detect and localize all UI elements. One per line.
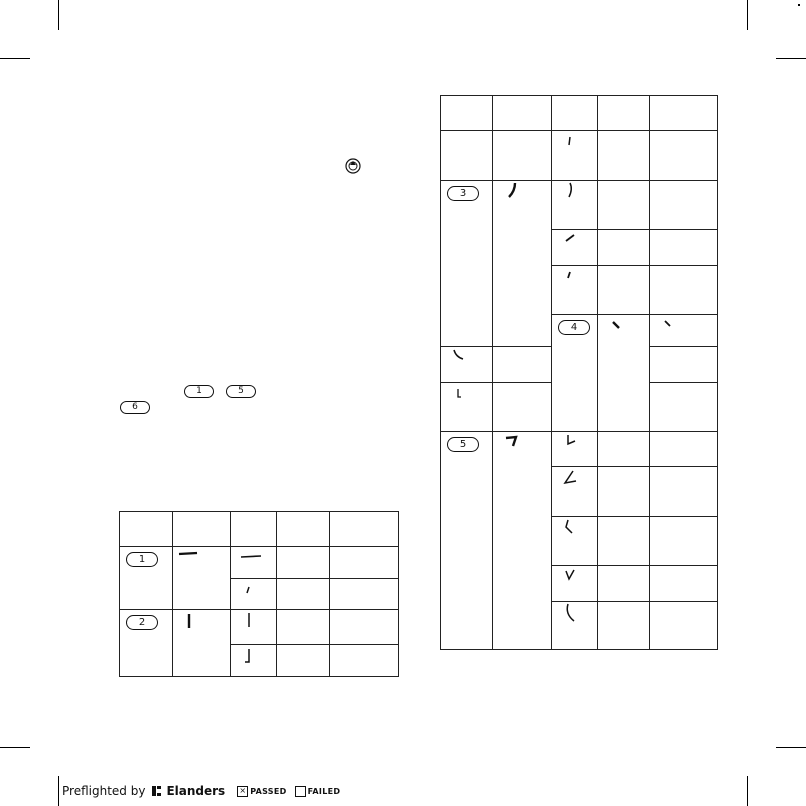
preflight-prefix: Preflighted by (62, 784, 146, 798)
table-header-row (120, 512, 399, 547)
stroke-icon (552, 467, 598, 497)
stroke-icon (552, 517, 598, 547)
key-2: 2 (126, 615, 158, 630)
crop-mark (58, 776, 59, 806)
key-5: 5 (226, 385, 256, 398)
stroke-icon (173, 610, 231, 640)
brand (151, 784, 225, 798)
stroke-icon (231, 645, 277, 675)
crop-mark (776, 58, 806, 59)
stroke-table-right (440, 95, 718, 650)
crop-mark (0, 58, 30, 59)
stroke-icon (552, 432, 598, 462)
table-row (120, 547, 399, 579)
table-row (441, 131, 718, 181)
stroke-icon (650, 315, 696, 345)
stroke-icon (552, 602, 598, 632)
brand-name: Elanders (166, 784, 226, 798)
stroke-icon (552, 131, 598, 161)
failed-label: FAILED (307, 786, 341, 796)
key-1: 1 (184, 385, 214, 398)
stroke-icon (231, 610, 277, 640)
crop-mark (776, 747, 806, 748)
stroke-icon (552, 266, 598, 296)
stroke-table-left (119, 511, 399, 677)
table-row (441, 181, 718, 230)
failed-checkbox (295, 786, 306, 797)
table-header-row (441, 96, 718, 131)
crop-mark (747, 0, 748, 30)
stroke-icon (493, 181, 552, 211)
table-row (120, 610, 399, 645)
key-6: 6 (120, 401, 150, 414)
key-4: 4 (558, 320, 590, 335)
preflight-footer (62, 784, 340, 798)
stroke-icon (598, 315, 657, 345)
navigation-key-icon (345, 158, 361, 174)
crop-mark (0, 747, 30, 748)
stroke-icon (493, 432, 552, 462)
stroke-icon (552, 566, 598, 596)
stroke-icon (231, 579, 277, 609)
stroke-icon (231, 547, 277, 577)
stroke-icon (441, 347, 487, 377)
passed-label: PASSED (250, 786, 287, 796)
key-1: 1 (126, 552, 158, 567)
key-5: 5 (447, 437, 479, 452)
stroke-icon (552, 230, 598, 260)
crop-mark (747, 776, 748, 806)
stroke-icon (441, 383, 487, 413)
elanders-logo-icon (151, 785, 163, 797)
passed-checkbox: × (237, 786, 248, 797)
table-row (441, 432, 718, 467)
stroke-icon (552, 181, 598, 211)
crop-mark (58, 0, 59, 30)
stroke-icon (173, 547, 231, 577)
corner-dot (798, 4, 800, 6)
key-3: 3 (447, 186, 479, 201)
